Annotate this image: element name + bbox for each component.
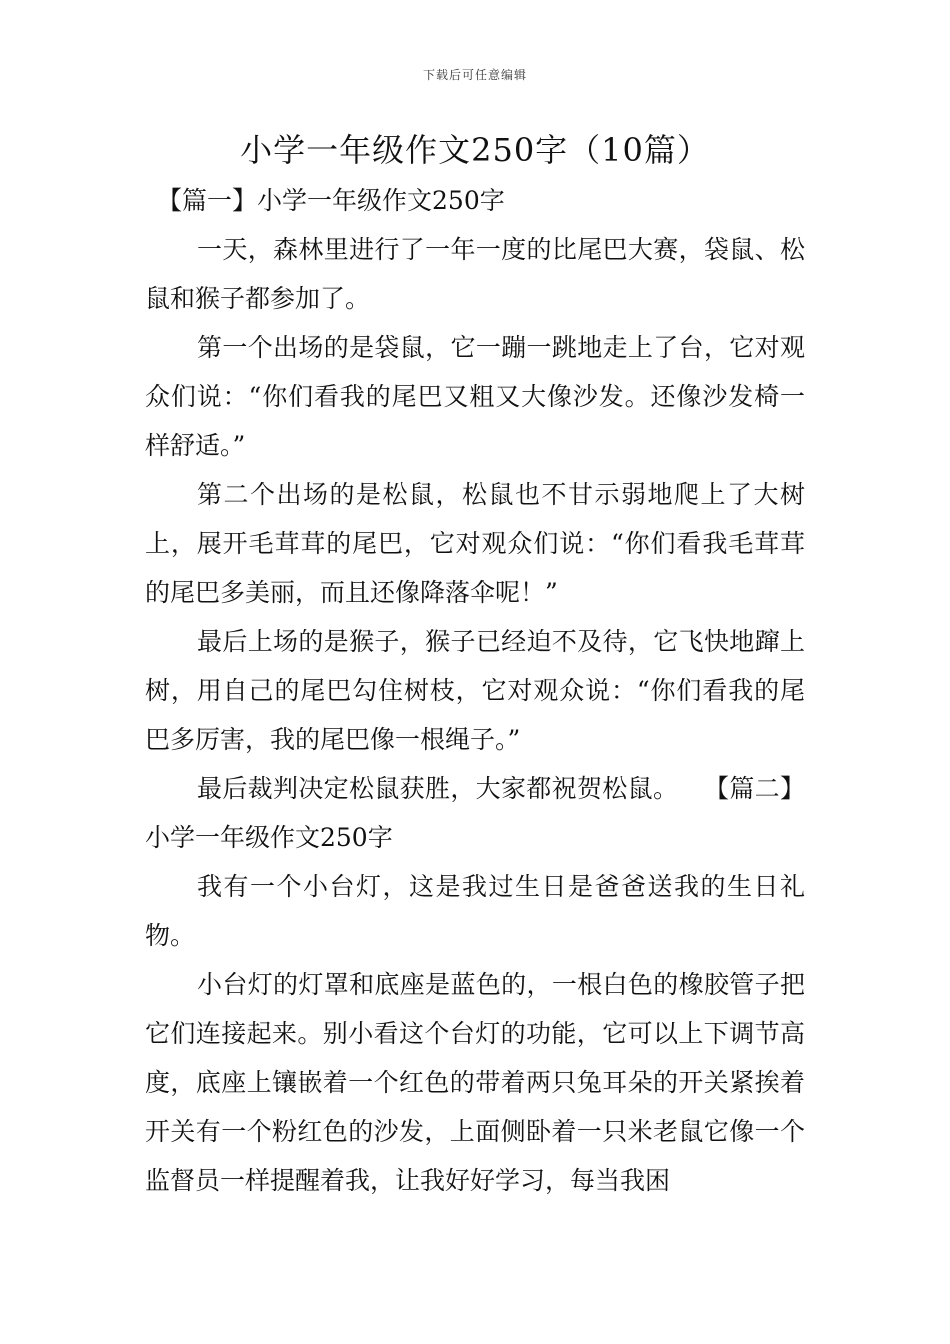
- paragraph: 小台灯的灯罩和底座是蓝色的，一根白色的橡胶管子把它们连接起来。别小看这个台灯的功能，它可以上下调节高度，底座上镶嵌着一个红色的带着两只兔耳朵的开关紧挨着开关有一个粉红色的沙发，上面侧卧着一只米老鼠它像一个监督员一样提醒着我，让我好好学习，每当我困: [145, 970, 805, 1195]
- paragraph: 最后上场的是猴子，猴子已经迫不及待，它飞快地蹿上树，用自己的尾巴勾住树枝，它对观众说：“你们看我的尾巴多厉害，我的尾巴像一根绳子。”: [145, 627, 805, 754]
- paragraph: 一天，森林里进行了一年一度的比尾巴大赛，袋鼠、松鼠和猴子都参加了。: [145, 235, 805, 313]
- document-title: 小学一年级作文250字（10篇）: [240, 131, 710, 169]
- paragraph: 第一个出场的是袋鼠，它一蹦一跳地走上了台，它对观众们说：“你们看我的尾巴又粗又大像沙发。还像沙发椅一样舒适。”: [145, 333, 805, 460]
- header-note: 下载后可任意编辑: [422, 68, 527, 82]
- section-heading: 【篇二】小学一年级作文250字: [145, 774, 805, 852]
- paragraph: 第二个出场的是松鼠，松鼠也不甘示弱地爬上了大树上，展开毛茸茸的尾巴，它对观众们说：“你们看我毛茸茸的尾巴多美丽，而且还像降落伞呢！”: [145, 480, 805, 607]
- section-heading: 【篇一】小学一年级作文250字: [157, 186, 505, 215]
- document-body: [145, 176, 805, 1205]
- paragraph: 最后裁判决定松鼠获胜，大家都祝贺松鼠。: [197, 774, 666, 803]
- paragraph: 我有一个小台灯，这是我过生日是爸爸送我的生日礼物。: [145, 872, 805, 950]
- paragraph-with-inline-heading: [145, 764, 805, 862]
